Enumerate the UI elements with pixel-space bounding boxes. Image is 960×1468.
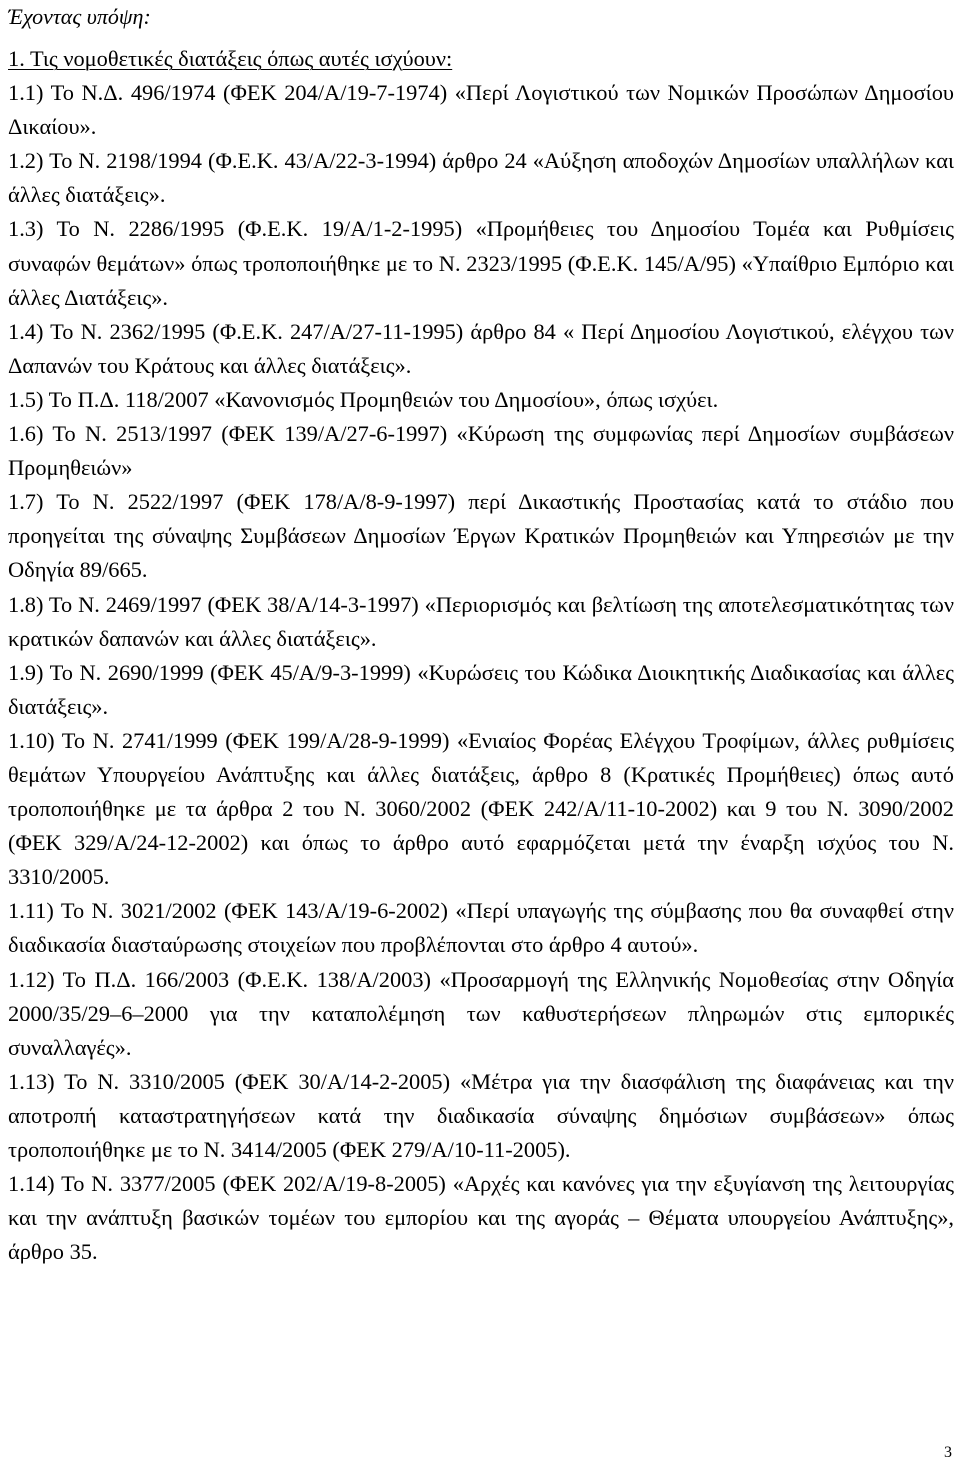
legislation-item-p1-8: 1.8) Το Ν. 2469/1997 (ΦΕΚ 38/Α/14-3-1997) «Περιορισμός και βελτίωση της αποτελεσματικότητας των κρατικών δαπανών και άλλες διατάξεις». xyxy=(8,591,954,651)
legislation-item-p1-2: 1.2) Το Ν. 2198/1994 (Φ.Ε.Κ. 43/Α/22-3-1994) άρθρο 24 «Αύξηση αποδοχών Δημοσίων υπαλλήλων και άλλες διατάξεις». xyxy=(8,148,954,208)
legislation-item-p1-4: 1.4) Το Ν. 2362/1995 (Φ.Ε.Κ. 247/Α/27-11-1995) άρθρο 84 « Περί Δημοσίου Λογιστικού, ελέγχου των Δαπανών του Κράτους και άλλες διατάξεις». xyxy=(8,318,954,378)
legislation-item-p1: 1. Τις νομοθετικές διατάξεις όπως αυτές ισχύουν: xyxy=(8,46,453,71)
section-heading: Έχοντας υπόψη: xyxy=(8,4,151,29)
legislation-item-p1-13: 1.13) Το Ν. 3310/2005 (ΦΕΚ 30/Α/14-2-2005) «Μέτρα για την διασφάλιση της διαφάνειας και την αποτροπή καταστρατηγήσεων κατά την διαδικασία σύναψης δημόσιων συμβάσεων» όπως τροποποιήθηκε με το Ν. 3414/2005 (ΦΕΚ 279/Α/10-11-2005). xyxy=(8,1068,954,1162)
legislation-item-p1-9: 1.9) Το Ν. 2690/1999 (ΦΕΚ 45/Α/9-3-1999) «Κυρώσεις του Κώδικα Διοικητικής Διαδικασίας και άλλες διατάξεις». xyxy=(8,659,954,719)
legislation-item-p1-10: 1.10) Το Ν. 2741/1999 (ΦΕΚ 199/Α/28-9-1999) «Ενιαίος Φορέας Ελέγχου Τροφίμων, άλλες ρυθμίσεις θεμάτων Υπουργείου Ανάπτυξης και άλλες διατάξεις, άρθρο 8 (Κρατικές Προμήθειες) όπως αυτό τροποποιήθηκε με τα άρθρα 2 του Ν. 3060/2002 (ΦΕΚ 242/Α/11-10-2002) και 9 του Ν. 3090/2002 (ΦΕΚ 329/Α/24-12-2002) και όπως το άρθρο αυτό εφαρμόζεται μετά την έναρξη ισχύος του Ν. 3310/2005. xyxy=(8,727,954,890)
legislation-item-p1-14: 1.14) Το Ν. 3377/2005 (ΦΕΚ 202/Α/19-8-2005) «Αρχές και κανόνες για την εξυγίανση της λειτουργίας και την ανάπτυξη βασικών τομέων του εμπορίου και της αγοράς – Θέματα υπουργείου Ανάπτυξης», άρθρο 35. xyxy=(8,1171,954,1265)
legislation-item-p1-11: 1.11) Το Ν. 3021/2002 (ΦΕΚ 143/Α/19-6-2002) «Περί υπαγωγής της σύμβασης που θα συναφθεί στην διαδικασία διασταύρωσης στοιχείων που προβλέπονται στο άρθρο 4 αυτού». xyxy=(8,898,954,958)
legislation-item-p1-12: 1.12) Το Π.Δ. 166/2003 (Φ.Ε.Κ. 138/Α/2003) «Προσαρμογή της Ελληνικής Νομοθεσίας στην Οδηγία 2000/35/29–6–2000 για την καταπολέμηση των καθυστερήσεων πληρωμών στις εμπορικές συναλλαγές». xyxy=(8,966,954,1060)
legislation-list xyxy=(8,42,954,1269)
legislation-item-p1-7: 1.7) Το Ν. 2522/1997 (ΦΕΚ 178/Α/8-9-1997) περί Δικαστικής Προστασίας κατά το στάδιο που προηγείται της σύναψης Συμβάσεων Δημοσίων Έργων Κρατικών Προμηθειών και Υπηρεσιών με την Οδηγία 89/665. xyxy=(8,489,954,583)
legislation-item-p1-6: 1.6) Το Ν. 2513/1997 (ΦΕΚ 139/Α/27-6-1997) «Κύρωση της συμφωνίας περί Δημοσίων συμβάσεων Προμηθειών» xyxy=(8,421,954,481)
document-page xyxy=(8,0,954,1269)
page-number: 3 xyxy=(944,1444,952,1461)
legislation-item-p1-5: 1.5) Το Π.Δ. 118/2007 «Κανονισμός Προμηθειών του Δημοσίου», όπως ισχύει. xyxy=(8,386,719,412)
legislation-item-p1-1: 1.1) Το Ν.Δ. 496/1974 (ΦΕΚ 204/Α/19-7-1974) «Περί Λογιστικού των Νομικών Προσώπων Δημοσίου Δικαίου». xyxy=(8,80,954,140)
legislation-item-p1-3: 1.3) Το Ν. 2286/1995 (Φ.Ε.Κ. 19/Α/1-2-1995) «Προμήθειες του Δημοσίου Τομέα και Ρυθμίσεις συναφών θεμάτων» όπως τροποποιήθηκε με το Ν. 2323/1995 (Φ.Ε.Κ. 145/Α/95) «Υπαίθριο Εμπόριο και άλλες Διατάξεις». xyxy=(8,216,954,310)
